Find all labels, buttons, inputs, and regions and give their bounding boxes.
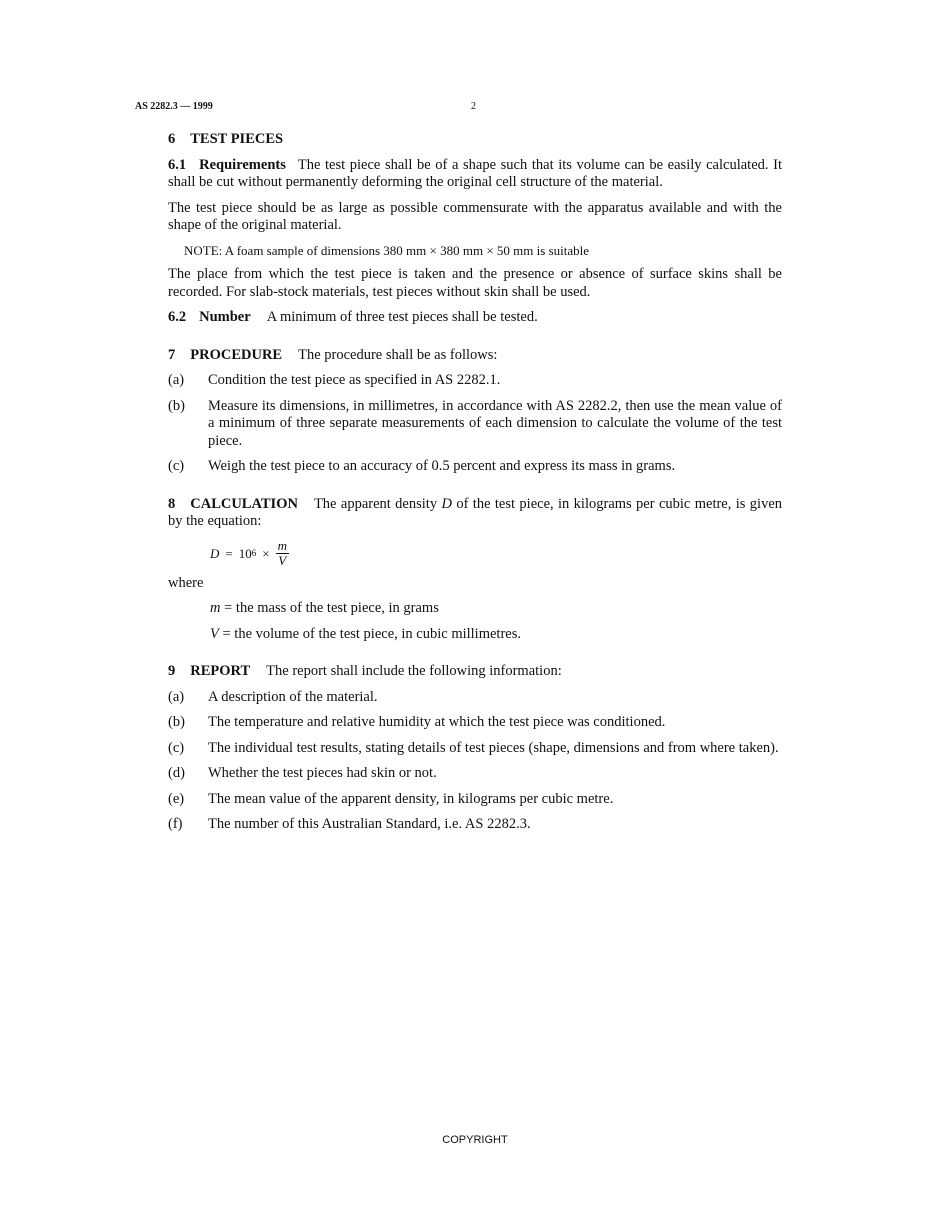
section-intro: The procedure shall be as follows: — [298, 346, 498, 363]
list-item — [168, 689, 782, 707]
list-text: The mean value of the apparent density, in kilograms per cubic metre. — [208, 790, 614, 807]
list-label: (b) — [168, 714, 185, 730]
list-item — [168, 765, 782, 783]
list-item — [168, 458, 782, 476]
clause-6-2 — [168, 309, 782, 327]
list-text: Measure its dimensions, in millimetres, in accordance with AS 2282.2, then use the mean value of a minimum of three separate measurements of each dimension to calculate the volume of the test piece. — [208, 397, 782, 449]
paragraph: The place from which the test piece is taken and the presence or absence of surface skins shall be recorded. For slab-stock materials, test pieces without skin shall be used. — [168, 266, 782, 300]
clause-title: Number — [199, 309, 251, 325]
list-text: Condition the test piece as specified in AS 2282.1. — [208, 372, 501, 388]
list-text: The number of this Australian Standard, i.e. AS 2282.3. — [208, 816, 531, 832]
times-sign: × — [262, 545, 270, 561]
list-item — [168, 791, 782, 809]
list-item — [168, 714, 782, 732]
list-label: (e) — [168, 790, 185, 807]
section-title: PROCEDURE — [190, 346, 283, 363]
list-label: (b) — [168, 397, 185, 414]
section-9-heading — [168, 663, 782, 681]
equation-exponent: 6 — [251, 547, 257, 558]
clause-number: 6.2 — [168, 309, 187, 325]
clause-title: Requirements — [199, 156, 286, 173]
variable-text: = the volume of the test piece, in cubic millimetres. — [222, 625, 521, 642]
clause-6-1 — [168, 157, 782, 192]
clause-number: 6.1 — [168, 156, 187, 173]
list-text: Weigh the test piece to an accuracy of 0.5 percent and express its mass in grams. — [208, 458, 676, 474]
section-number: 9 — [168, 663, 176, 679]
list-text: The individual test results, stating details of test pieces (shape, dimensions and from where taken). — [208, 739, 779, 756]
list-text: The temperature and relative humidity at which the test piece was conditioned. — [208, 714, 666, 730]
copyright-footer: COPYRIGHT — [442, 1134, 508, 1146]
section-title: REPORT — [190, 663, 251, 679]
section-6-heading — [168, 131, 782, 149]
document-body — [168, 130, 782, 834]
list-label: (c) — [168, 458, 185, 474]
page-number: 2 — [471, 101, 476, 112]
fraction — [276, 539, 289, 568]
list-text: Whether the test pieces had skin or not. — [208, 765, 437, 781]
section-number: 8 — [168, 495, 176, 512]
section-text: The apparent density — [313, 495, 438, 512]
clause-text: The test piece shall be of a shape such that its volume can be easily calculated. It shall be cut without permanently deforming the original cell structure of the material. — [168, 156, 782, 190]
variable-definition — [210, 626, 782, 644]
where-label: where — [168, 574, 204, 591]
list-item — [168, 740, 782, 758]
equals-sign: = — [225, 545, 233, 561]
variable-text: = the mass of the test piece, in grams — [224, 600, 439, 616]
list-label: (f) — [168, 816, 183, 832]
density-equation — [210, 536, 782, 572]
list-item — [168, 816, 782, 834]
list-text: A description of the material. — [208, 688, 378, 705]
section-number: 7 — [168, 346, 176, 363]
section-7-heading — [168, 347, 782, 365]
variable-symbol: m — [210, 600, 221, 616]
section-title: TEST PIECES — [190, 131, 284, 147]
density-symbol: D — [441, 495, 452, 512]
variable-definition — [210, 600, 782, 618]
section-intro: The report shall include the following information: — [266, 663, 562, 679]
standard-designation: AS 2282.3 — 1999 — [135, 101, 213, 112]
list-label: (a) — [168, 688, 185, 705]
list-label: (a) — [168, 372, 185, 388]
paragraph: The test piece should be as large as possible commensurate with the apparatus available and with the shape of the original material. — [168, 199, 782, 233]
fraction-numerator: m — [277, 538, 287, 553]
list-label: (c) — [168, 739, 185, 756]
section-number: 6 — [168, 131, 176, 147]
clause-text: A minimum of three test pieces shall be tested. — [266, 309, 538, 325]
list-item — [168, 398, 782, 451]
fraction-denominator: V — [278, 553, 287, 568]
list-label: (d) — [168, 765, 185, 781]
variable-symbol: V — [210, 625, 219, 642]
section-text: of the test piece, in kilograms per cubic metre, is given by the equation: — [168, 495, 783, 529]
section-title: CALCULATION — [190, 495, 298, 512]
note: NOTE: A foam sample of dimensions 380 mm × 380 mm × 50 mm is suitable — [184, 242, 589, 258]
equation-lhs: D — [210, 545, 220, 561]
equation-base: 10 — [238, 545, 252, 561]
section-8-heading — [168, 496, 782, 531]
list-item — [168, 372, 782, 390]
